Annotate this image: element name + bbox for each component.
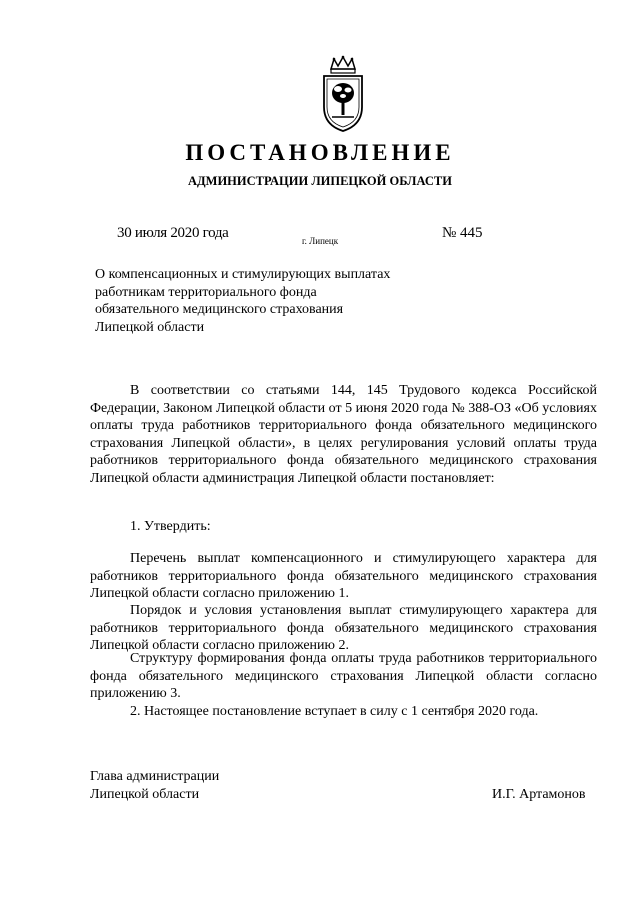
item-1-list-entry: Структуру формирования фонда оплаты труда работников территориального фонда обязательного медицинского страхования Липецкой области согласно приложению 3. xyxy=(90,651,597,701)
item-1-heading: 1. Утвердить: xyxy=(130,519,211,534)
signatory-name: И.Г. Артамонов xyxy=(492,787,586,802)
coat-of-arms-icon xyxy=(318,55,368,135)
document-number: № 445 xyxy=(442,225,483,241)
item-2-paragraph: 2. Настоящее постановление вступает в силу с 1 сентября 2020 года. xyxy=(130,704,539,719)
document-city: г. Липецк xyxy=(302,236,339,246)
item-1-list-entry: Перечень выплат компенсационного и стимулирующего характера для работников территориального фонда обязательного медицинского страхования Липецкой области согласно приложению 1. xyxy=(90,551,597,601)
document-issuer: АДМИНИСТРАЦИИ ЛИПЕЦКОЙ ОБЛАСТИ xyxy=(188,174,452,188)
signatory-position xyxy=(90,768,219,804)
subject-line: О компенсационных и стимулирующих выплатах xyxy=(95,267,391,282)
subject-line: обязательного медицинского страхования xyxy=(95,302,344,317)
position-line: Липецкой области xyxy=(90,787,200,802)
subject-line: Липецкой области xyxy=(95,319,205,335)
preamble-paragraph: В соответствии со статьями 144, 145 Трудового кодекса Российской Федерации, Законом Липецкой области от 5 июня 2020 года № 388-ОЗ «Об условиях оплаты труда работников территориального фонда обязательного медицинского страхования Липецкой области», в целях регулирования условий оплаты труда работников территориального фонда обязательного медицинского страхования Липецкой области администрация Липецкой области постановляет: xyxy=(90,383,597,486)
position-line: Глава администрации xyxy=(90,769,220,784)
document-date: 30 июля 2020 года xyxy=(117,225,229,241)
subject-line: работникам территориального фонда xyxy=(95,284,317,300)
document-title: ПОСТАНОВЛЕНИЕ xyxy=(185,140,455,165)
document-subject xyxy=(95,266,435,336)
item-1-list-entry: Порядок и условия установления выплат стимулирующего характера для работников территориального фонда обязательного медицинского страхования Липецкой области согласно приложению 2. xyxy=(90,603,597,653)
